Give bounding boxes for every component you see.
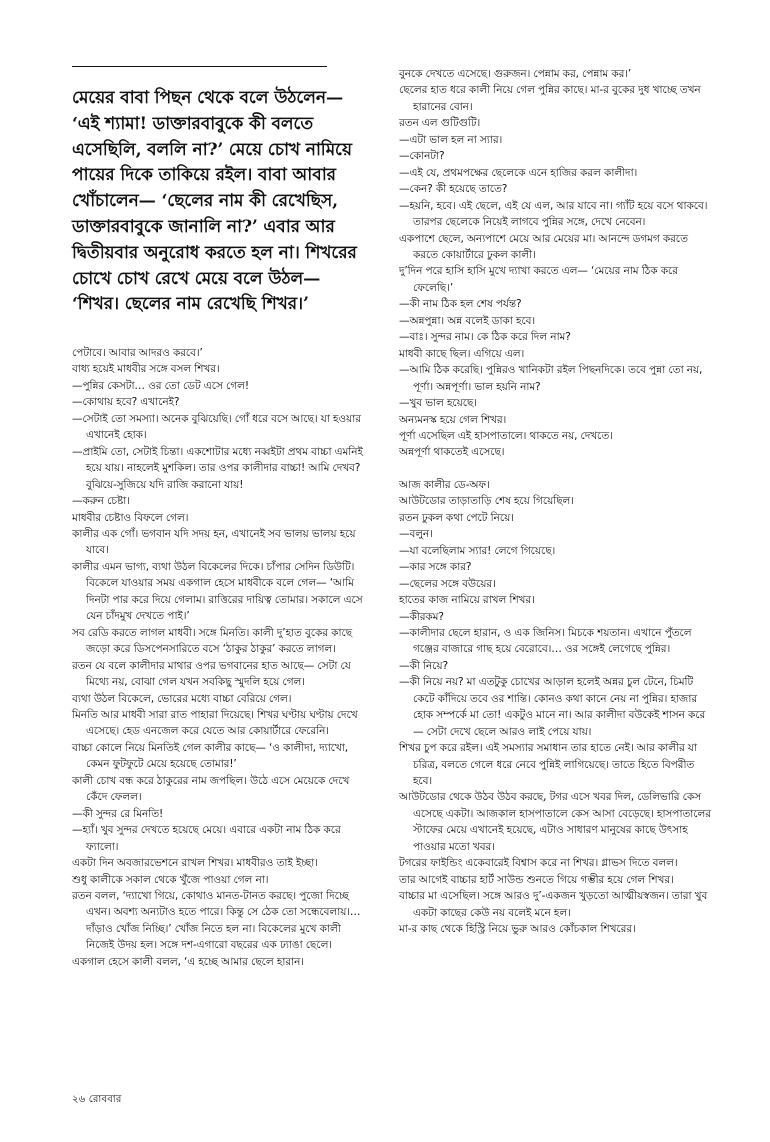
paragraph: তার আগেই বাচ্চার হার্ট সাউন্ড শুনতে গিয়ে গম্ভীর হয়ে গেল শিখর।: [399, 873, 674, 886]
paragraph: —হয়নি, হবে। এই ছেলে, এই যে এল, আর যাবে না। গ্যাঁট হয়ে বসে থাকবে। তারপর ছেলেকে নিয়েই লাগবে পুন্নির সঙ্গে, দেখে নেবেন।: [399, 199, 708, 229]
paragraph: অন্যমনস্ক হয়ে গেল শিখর।: [399, 413, 507, 426]
paragraph: পেটাবে। আবার আদরও করবে।’: [72, 347, 203, 359]
paragraph: আউটডোর থেকে উঠব উঠব করছে, টগর এসে খবর দিল, ডেলিভারি কেস এসেছে একটা। আজকাল হাসপাতালে কেস আসা বেড়েছে। হাসপাতালের স্টাফের মেয়ে এখানেই হয়েছে, এটাও সাধারণ মানুষের কাছে উৎসাহ পাওয়ার মতো খবর।: [399, 791, 711, 853]
paragraph: অন্নপূর্ণা থাকতেই এসেছে।: [399, 446, 505, 459]
paragraph: আজ কালীর ডে-অফ।: [399, 478, 490, 491]
right-column-part-2: [399, 477, 711, 938]
paragraph: রতন বলল, ‘দ্যাখো গিয়ে, কোথাও মানত-টানত করছে। পুজো দিচ্ছে এখন। অবশ্য অন্যটাও হতে পারে। কিন্তু সে ঠেক তো সন্ধেবেলায়।… দাঁড়াও খোঁজ নিচ্ছি।’ খোঁজ নিতে হল না। বিকেলের মুখে কালী নিজেই উদয় হল। সঙ্গে দশ-এগারো বছরের এক ঢ্যাঙা ছেলে।: [72, 889, 361, 952]
paragraph: —কোনটা?: [399, 150, 445, 163]
paragraph: —এটা ভাল হল না স্যার।: [399, 133, 503, 146]
paragraph: হাতের কাজ নামিয়ে রাখল শিখর।: [399, 594, 535, 607]
paragraph: আউটডোর তাড়াতাড়ি শেষ হয়ে গিয়েছিল।: [399, 495, 574, 508]
paragraph: শিখর চুপ করে রইল। এই সমস্যার সমাধান তার হাতে নেই। আর কালীর যা চরিত্র, বলতে গেলে ধরে নেবে পুন্নিই লাগিয়েছে। তাতে হিতে বিপরীত হবে।: [399, 742, 697, 788]
paragraph: কালীর এক গোঁ। ভগবান যদি সদয় হন, এখানেই সব ভালয় ভালয় হয়ে যাবে।: [72, 527, 356, 557]
paragraph: মাধবী কাছে ছিল। এগিয়ে এল।: [399, 347, 525, 360]
paragraph: বুনকে দেখতে এসেছে। গুরুজন। পেন্নাম কর, পেন্নাম কর।’: [399, 68, 632, 80]
paragraph: —প্রাইমি তো, সেটাই চিন্তা। একশোটার মধ্যে নব্বইটা প্রথম বাচ্চা এমনিই হয়ে যায়। নাহলেই মুশকিল। তার ওপর কালীদার বাচ্চা! আমি দেখব? বুঝিয়ে-সুজিয়ে যদি রাজি করানো যায়!: [72, 445, 363, 491]
paragraph: —কী নিয়ে?: [399, 659, 448, 672]
paragraph: —এই যে, প্রথমপক্ষের ছেলেকে এনে হাজির করল কালীদা।: [399, 166, 638, 179]
paragraph: —পুন্নির কেসটা… ওর তো ডেট এসে গেল!: [72, 379, 249, 392]
paragraph: রতন ঢুকল কথা পেটে নিয়ে।: [399, 511, 514, 524]
paragraph: —কেন? কী হয়েছে তাতে?: [399, 183, 508, 196]
paragraph: —কী নিয়ে নয়? মা এতটুকু চোখের আড়াল হলেই অন্নর চুল টেনে, চিমটি কেটে কাঁদিয়ে তবে ওর শান্তি। কোনও কথা কানে নেয় না পুন্নির। হাজার হোক সম্পর্কে মা তো! একটুও মানে না। আর কালীদা বউকেই শাসন করে— সেটা দেখে ছেলে আরও লাই পেয়ে যায়।: [399, 676, 706, 738]
paragraph: —কোথায় হবে? এখানেই?: [72, 396, 180, 409]
paragraph: —কার সঙ্গে কার?: [399, 561, 472, 574]
paragraph: বাধ্য হয়েই মাধবীর সঙ্গে বসল শিখর।: [72, 363, 220, 376]
paragraph: —আমি ঠিক করেছি। পুন্নিরও খানিকটা রইল পিছনদিকে। তবে পুন্না তো নয়, পূর্ণা। অন্নপূর্ণা। ভাল হয়নি নাম?: [399, 364, 703, 393]
paragraph: —কী নাম ঠিক হল শেষ পর্যন্ত?: [399, 298, 522, 311]
paragraph: —কী সুন্দর রে মিনতি!: [72, 807, 164, 820]
paragraph: —বাঃ। সুন্দর নাম। কে ঠিক করে দিল নাম?: [399, 331, 571, 344]
paragraph: রতন এল গুটিগুটি।: [399, 117, 481, 130]
paragraph: একটা দিন অবজারভেশনে রাখল শিখর। মাধবীরও তাই ইচ্ছা।: [72, 857, 318, 870]
paragraph: ছেলের হাত ধরে কালী নিয়ে গেল পুন্নির কাছে। মা-র বুকের দুধ খাচ্ছে তখন হারানের বোন।: [399, 84, 701, 113]
paragraph: মা-র কাছ থেকে হিস্ট্রি নিয়ে ভুরু আরও কোঁচকাল শিখরের।: [399, 923, 636, 936]
paragraph: ব্যথা উঠল বিকেলে, ভোরের মধ্যে বাচ্চা বেরিয়ে গেল।: [72, 692, 292, 705]
paragraph: —কীরকম?: [399, 610, 444, 623]
paragraph: বাচ্চার মা এসেছিল। সঙ্গে আরও দু’-একজন খুড়তো আত্মীয়স্বজন। তারা খুব একটা কাছের কেউ নয় বলেই মনে হল।: [399, 890, 708, 919]
paragraph: বাচ্চা কোলে নিয়ে মিনতিই গেল কালীর কাছে— ‘ও কালীদা, দ্যাখো, কেমন ফুটফুটে মেয়ে হয়েছে তোমার!’: [72, 741, 349, 771]
paragraph: —সেটাই তো সমস্যা। অনেক বুঝিয়েছি। গোঁ ধরে বসে আছে। যা হওয়ার এখানেই হোক।: [72, 412, 361, 442]
pull-quote-rule: [72, 66, 327, 67]
paragraph: শুধু কালীকে সকাল থেকে খুঁজে পাওয়া গেল না।: [72, 873, 269, 886]
paragraph: পূর্ণা এসেছিল এই হাসপাতালে। থাকতে নয়, দেখতে।: [399, 429, 613, 442]
paragraph: রতন যে বলে কালীদার মাথার ওপর ভগবানের হাত আছে— সেটা যে মিথ্যে নয়, বোঝা গেল যখন সবকিছু স্মুদলি হয়ে গেল।: [72, 659, 351, 689]
paragraph: একপাশে ছেলে, অন্যপাশে মেয়ে আর মেয়ের মা। আনন্দে ডগমগ করতে করতে কোয়ার্টারে ঢুকল কালী।: [399, 232, 688, 261]
paragraph: একগাল হেসে কালী বলল, ‘এ হচ্ছে আমার ছেলে হারান।: [72, 955, 304, 968]
paragraph: —ছেলের সঙ্গে বউয়ের।: [399, 577, 496, 590]
paragraph: —করুন চেষ্টা।: [72, 495, 130, 508]
paragraph: টগরের ফাইন্ডিং একেবারেই বিশ্বাস করে না শিখর। গ্লাভস দিতে বলল।: [399, 857, 678, 870]
right-column: [399, 66, 711, 938]
paragraph: মিনতি আর মাধবী সারা রাত পাহারা দিয়েছে। শিখর ঘণ্টায় ঘণ্টায় দেখে এসেছে। হেড এনজেল করে যেতে আর কোয়ার্টারে ফেরেনি।: [72, 708, 358, 738]
left-column: [72, 345, 372, 970]
paragraph: সব রেডি করতে লাগল মাধবী। সঙ্গে মিনতি। কালী দু’হাত বুকের কাছে জড়ো করে ডিসপেনসারিতে বসে ‘ঠাকুর ঠাকুর’ করতে লাগল।: [72, 626, 352, 656]
paragraph: —অন্নপুন্না। অন্ন বলেই ডাকা হবে।: [399, 314, 536, 327]
paragraph: —হ্যাঁ। খুব সুন্দর দেখতে হয়েছে মেয়ে। এবারে একটা নাম ঠিক করে ফ্যালো।: [72, 824, 341, 853]
paragraph: —যা বলেছিলাম স্যার! লেগে গিয়েছে।: [399, 544, 556, 557]
page-footer: ২৬ রোববার: [72, 1094, 122, 1105]
paragraph: কালী চোখ বন্ধ করে ঠাকুরের নাম জপছিল। উঠে এসে মেয়েকে দেখে কেঁদে ফেলল।: [72, 774, 350, 804]
paragraph: —খুব ভাল হয়েছে।: [399, 397, 477, 410]
paragraph: মাধবীর চেষ্টাও বিফলে গেল।: [72, 511, 189, 524]
right-column-part-1: [399, 66, 711, 461]
paragraph: কালীর এমন ভাগ্য, ব্যথা উঠল বিকেলের দিকে। চাঁপার সেদিন ডিউটি। বিকেলে যাওয়ার সময় একগাল হেসে মাধবীকে বলে গেল— ‘আমি দিনটা পার করে দিয়ে গেলাম। রাত্তিরের দায়িত্ব তোমার। সকালে এসে যেন চাঁদমুখ দেখতে পাই।’: [72, 560, 363, 623]
pull-quote: মেয়ের বাবা পিছন থেকে বলে উঠলেন— ‘এই শ্যামা! ডাক্তারবাবুকে কী বলতে এসেছিলি, বললি না?’ মেয়ে চোখ নামিয়ে পায়ের দিকে তাকিয়ে রইল। বাবা আবার খোঁচালেন— ‘ছেলের নাম কী রেখেছিস, ডাক্তারবাবুকে জানালি না?’ এবার আর দ্বিতীয়বার অনুরোধ করতে হল না। শিখরের চোখে চোখ রেখে মেয়ে বলে উঠল— ‘শিখর। ছেলের নাম রেখেছি শিখর।’: [72, 88, 357, 315]
paragraph: দু’দিন পরে হাসি হাসি মুখে দ্যাখা করতে এল— ‘মেয়ের নাম ঠিক করে ফেলেছি।’: [399, 265, 678, 294]
paragraph: —বলুন।: [399, 528, 433, 541]
paragraph: —কালীদার ছেলে হারান, ও এক জিনিস। মিচকে শয়তান। এখানে পুঁতলে গঞ্জের বাজারে গাছ হয়ে বেরোবে।… ওর সঙ্গেই লেগেছে পুন্নির।: [399, 626, 692, 656]
